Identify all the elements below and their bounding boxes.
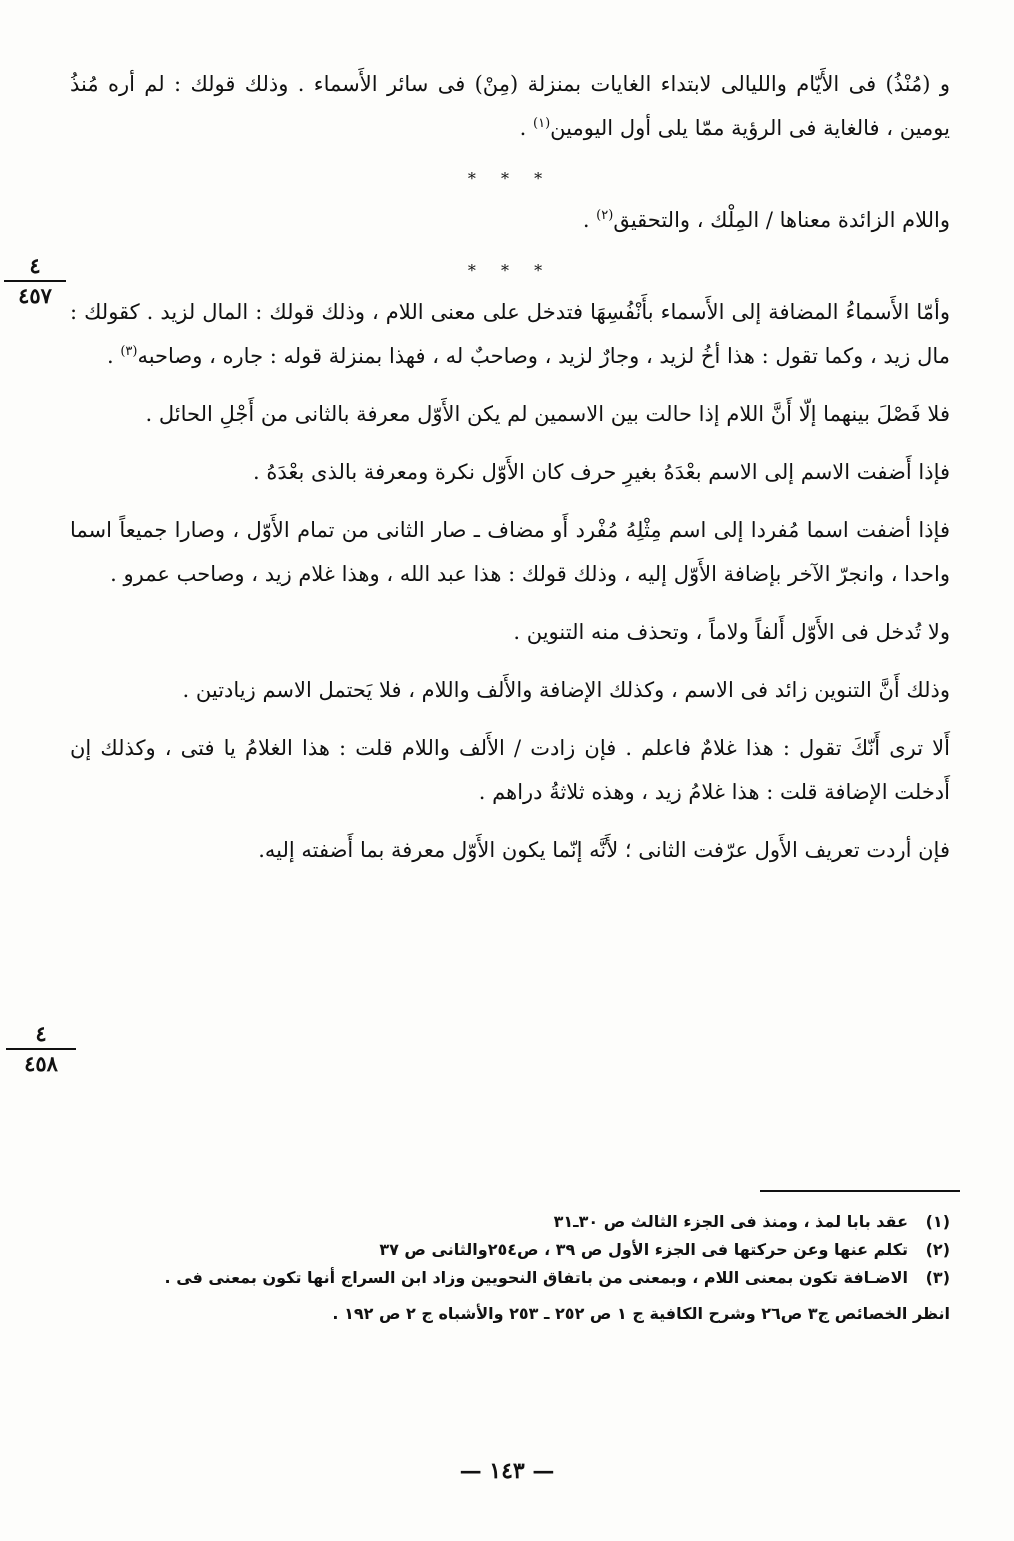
footnote-1-number: (١)	[925, 1212, 950, 1231]
footnote-1	[90, 1208, 950, 1236]
margin-reference-1-volume: ٤	[4, 254, 66, 282]
footnote-2-number: (٢)	[925, 1240, 950, 1259]
margin-reference-2	[6, 1022, 76, 1076]
paragraph-3-end: .	[106, 344, 121, 368]
margin-reference-1	[4, 254, 66, 308]
paragraph-3-text: وأمّا الأَسماءُ المضافة إلى الأَسماء بأَنْفُسِهَا فتدخل على معنى اللام ، وذلك قولك : المال لزيد . كقولك : مال زيد ، وكما تقول : هذا أخُ لزيد ، وجارٌ لزيد ، وصاحبٌ له ، فهذا بمنزلة قوله : جاره ، وصاحبه	[70, 300, 950, 368]
margin-reference-2-page: ٤٥٨	[24, 1051, 58, 1076]
margin-reference-1-page: ٤٥٧	[18, 283, 52, 308]
paragraph-2	[70, 198, 950, 242]
margin-reference-2-volume: ٤	[6, 1022, 76, 1050]
paragraph-2-text: واللام الزائدة معناها / المِلْك ، والتحقيق	[613, 208, 950, 232]
paragraph-1-text: و (مُنْذُ) فى الأَيّام والليالى لابتداء الغايات بمنزلة (مِنْ) فى سائر الأَسماء . وذلك قولك : لم أره مُنذُ يومين ، فالغاية فى الرؤية ممّا يلى أول اليومين	[70, 72, 950, 140]
footnote-2	[90, 1236, 950, 1264]
paragraph-4: فلا فَصْلَ بينهما إلّا أَنَّ اللام إذا حالت بين الاسمين لم يكن الأَوّل معرفة بالثانى من أَجْلِ الحائل .	[145, 402, 950, 426]
section-separator-2: * * *	[467, 261, 553, 280]
footnote-ref-3: (٣)	[120, 344, 138, 359]
paragraph-1	[70, 62, 950, 150]
paragraph-10: فإن أردت تعريف الأَول عرّفت الثانى ؛ لأَنَّه إنّما يكون الأَوّل معرفة بما أَضفته إليه.	[258, 838, 950, 862]
main-text	[70, 62, 950, 872]
paragraph-6: فإذا أضفت اسما مُفردا إلى اسم مِثْلِهُ مُفْرد أَو مضاف ـ صار الثانى من تمام الأَوّل ، وصارا جميعاً اسما واحدا ، وانجرّ الآخر بإضافة الأَوّل إليه ، وذلك قولك : هذا عبد الله ، وهذا غلام زيد ، وصاحب عمرو .	[70, 518, 950, 586]
footnote-3-number: (٣)	[925, 1268, 950, 1287]
paragraph-7: ولا تُدخل فى الأَوّل أَلفاً ولاماً ، وتحذف منه التنوين .	[513, 620, 950, 644]
paragraph-2-end: .	[582, 208, 597, 232]
footnotes	[90, 1208, 950, 1328]
paragraph-5: فإذا أَضفت الاسم إلى الاسم بعْدَهُ بغيرِ حرف كان الأَوّل نكرة ومعرفة بالذى بعْدَهُ .	[253, 460, 950, 484]
section-separator-1: * * *	[467, 169, 553, 188]
footnote-ref-2: (٢)	[596, 208, 614, 223]
footnote-2-text: تكلم عنها وعن حركتها فى الجزء الأول ص ٣٩ ، ص٢٥٤والثانى ص ٣٧	[379, 1240, 908, 1259]
footnote-ref-1: (١)	[533, 116, 551, 131]
footnote-divider	[760, 1190, 960, 1192]
paragraph-1-end: .	[519, 116, 534, 140]
footnote-3	[90, 1264, 950, 1292]
page-number: — ١٤٣ —	[459, 1458, 555, 1484]
footnote-source: انظر الخصائص ج٣ ص٢٦ وشرح الكافية ج ١ ص ٢٥٢ ـ ٢٥٣ والأشباه ج ٢ ص ١٩٢ .	[332, 1304, 950, 1323]
paragraph-3	[70, 290, 950, 378]
footnote-3-text: الاضـافة تكون بمعنى اللام ، وبمعنى من باتفاق النحويين وزاد ابن السراج أنها تكون بمعنى فى .	[164, 1268, 908, 1287]
footnote-1-text: عقد بابا لمذ ، ومنذ فى الجزء الثالث ص ٣٠ـ٣١	[553, 1212, 908, 1231]
paragraph-9: أَلا ترى أَنّكَ تقول : هذا غلامٌ فاعلم . فإن زادت / الأَلف واللام قلت : هذا الغلامُ يا فتى ، وكذلك إن أَدخلت الإضافة قلت : هذا غلامُ زيد ، وهذه ثلاثةُ دراهم .	[70, 736, 950, 804]
paragraph-8: وذلك أَنَّ التنوين زائد فى الاسم ، وكذلك الإضافة والأَلف واللام ، فلا يَحتمل الاسم زيادتين .	[182, 678, 950, 702]
